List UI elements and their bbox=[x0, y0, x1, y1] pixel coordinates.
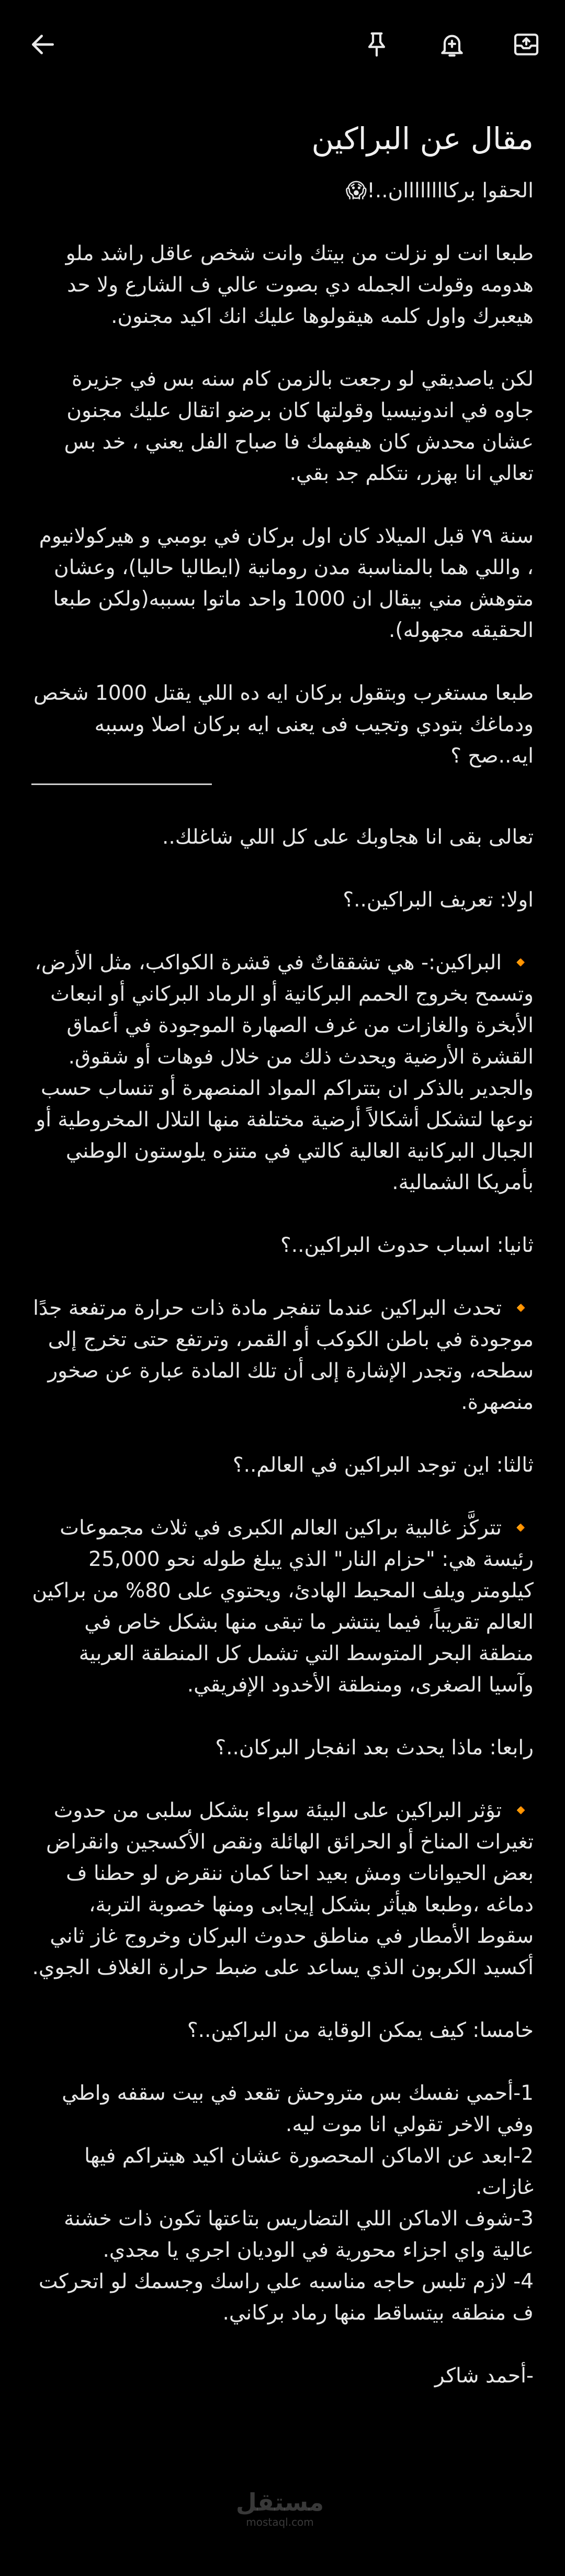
note-paragraph: 4- لازم تلبس حاجه مناسبه علي راسك وجسمك لو اتحركت ف منطقه بيتساقط منها رماد بركاني. bbox=[32, 2270, 534, 2325]
note-paragraph: 🔸 البراكين:- هي تشققاتٌ في قشرة الكواكب، مثل الأرض، وتسمح بخروج الحمم البركانية أو الرماد البركاني أو انبعاث الأبخرة والغازات من غرف الصهارة الموجودة في أعماق القشرة الأرضية ويحدث ذلك من خلال فوهات أو شقوق. والجدير بالذكر ان بتتراكم المواد المنصهرة أو تنساب حسب نوعها لتشكل أشكالاً أرضية مختلفة منها التلال المخروطية أو الجبال البركانية العالية كالتي في متنزه يلوستون الوطني بأمريكا الشمالية. bbox=[28, 951, 534, 1194]
pin-icon[interactable] bbox=[356, 24, 398, 65]
blank-line bbox=[31, 1701, 534, 1732]
blank-line bbox=[31, 1418, 534, 1450]
blank-line bbox=[31, 489, 534, 521]
blank-line bbox=[31, 1764, 534, 1795]
note-paragraph: لكن ياصديقي لو رجعت بالزمن كام سنه بس في جزيرة جاوه في اندونيسيا وقولتها كان برضو اتقال عليك مجنون عشان محدش كان هيفهمك فا صباح الفل يعني ، خد بس تعالي انا بهزر، نتكلم جد بقي. bbox=[58, 367, 534, 485]
bell-reminder-icon[interactable] bbox=[431, 24, 473, 65]
blank-line bbox=[31, 2329, 534, 2360]
note-paragraph: 1-أحمي نفسك بس متروحش تقعد في بيت سقفه واطي وفي الاخر تقولي انا موت ليه. bbox=[55, 2081, 534, 2136]
note-paragraph: 2-ابعد عن الاماكن المحصورة عشان اكيد هيتراكم فيها غازات. bbox=[77, 2144, 534, 2199]
note-content[interactable] bbox=[26, 118, 534, 2392]
note-paragraph: ثانيا: اسباب حدوث البراكين..؟ bbox=[280, 1234, 534, 1257]
note-paragraph: 🔸 تؤثر البراكين على البيئة سواء بشكل سلبى من حدوث تغيرات المناخ أو الحرائق الهائلة ونقص الأكسجين وانقراض بعض الحيوانات ومش بعيد احنا كمان ننقرض لو حطنا ف دماغه ،وطبعا هيأثر بشكل إيجابى ومنها خصوبة التربة، سقوط الأمطار في مناطق حدوث البركان وخروج غاز ثاني أكسيد الكربون الذي يساعد على ضبط حرارة الغلاف الجوي. bbox=[32, 1799, 534, 1979]
note-title[interactable]: مقال عن البراكين bbox=[311, 121, 534, 156]
blank-line bbox=[31, 1199, 534, 1230]
note-paragraph: 🔸 تحدث البراكين عندما تنفجر مادة ذات حرارة مرتفعة جدًا موجودة في باطن الكوكب أو القمر، وترتفع حتى تخرج إلى سطحه، وتجدر الإشارة إلى أن تلك المادة عبارة عن صخور منصهرة. bbox=[26, 1296, 534, 1414]
note-paragraph: طبعا انت لو نزلت من بيتك وانت شخص عاقل راشد ملو هدومه وقولت الجمله دي بصوت عالي ف الشارع ولا حد هيعبرك واول كلمه هيقولوها عليك انك اكيد مجنون. bbox=[59, 242, 534, 328]
note-paragraph: 🔸 تتركَّز غالبية براكين العالم الكبرى في ثلاث مجموعات رئيسة هي: "حزام النار" الذي يبلغ طوله نحو 25,000 كيلومتر ويلف المحيط الهادئ، ويحتوي على 80% من براكين العالم تقريباً، فيما ينتشر ما تبقى منها بشكل خاص في منطقة البحر المتوسط التي تشمل كل المنطقة العربية وآسيا الصغرى، ومنطقة الأخدود الإفريقي. bbox=[26, 1516, 534, 1697]
note-paragraph: ثالثا: اين توجد البراكين في العالم..؟ bbox=[232, 1453, 534, 1477]
blank-line bbox=[31, 1984, 534, 2015]
divider-wrap bbox=[31, 783, 565, 785]
note-paragraph: سنة ٧٩ قبل الميلاد كان اول بركان في بومبي و هيركولانيوم ، واللي هما بالمناسبة مدن رومانية (ايطاليا حاليا)، وعشان متوهش مني بيقال ان 1000 واحد ماتوا بسببه(ولكن طبعا الحقيقه مجهوله). bbox=[32, 524, 534, 642]
note-paragraph: رابعا: ماذا يحدث بعد انفجار البركان..؟ bbox=[215, 1736, 534, 1760]
note-paragraph: -أحمد شاكر bbox=[434, 2364, 534, 2388]
watermark-url: mostaql.com bbox=[246, 2516, 314, 2528]
back-arrow-icon[interactable] bbox=[22, 24, 64, 65]
note-paragraph: اولا: تعريف البراكين..؟ bbox=[343, 888, 534, 912]
blank-line bbox=[31, 332, 534, 364]
blank-line bbox=[31, 853, 534, 884]
blank-line bbox=[31, 646, 534, 678]
watermark-logo-text: مستقل bbox=[235, 2488, 324, 2516]
blank-line bbox=[31, 1261, 534, 1293]
archive-icon[interactable] bbox=[505, 24, 547, 65]
note-paragraph: خامسا: كيف يمكن الوقاية من البراكين..؟ bbox=[187, 2019, 534, 2042]
blank-line bbox=[31, 916, 534, 947]
note-paragraph: طبعا مستغرب وبتقول بركان ايه ده اللي يقتل 1000 شخص ودماغك بتودي وتجيب فى يعنى ايه بركان اصلا وسببه ايه..صح ؟ bbox=[27, 681, 534, 768]
section-divider bbox=[31, 783, 212, 785]
note-body-part-2[interactable] bbox=[26, 822, 534, 2392]
note-paragraph: الحقوا بركاااااااان..!😱 bbox=[345, 179, 534, 203]
note-body-part-1[interactable] bbox=[27, 175, 534, 772]
note-paragraph: 3-شوف الاماكن اللي التضاريس بتاعتها تكون ذات خشنة عالية واي اجزاء محورية في الوديان اجري يا مجدي. bbox=[57, 2207, 534, 2262]
blank-line bbox=[31, 1481, 534, 1513]
blank-line bbox=[31, 2046, 534, 2078]
top-toolbar bbox=[0, 0, 565, 89]
mostaql-watermark bbox=[212, 2489, 348, 2528]
blank-line bbox=[31, 207, 534, 238]
note-paragraph: تعالى بقى انا هجاوبك على كل اللي شاغلك.. bbox=[162, 825, 534, 849]
